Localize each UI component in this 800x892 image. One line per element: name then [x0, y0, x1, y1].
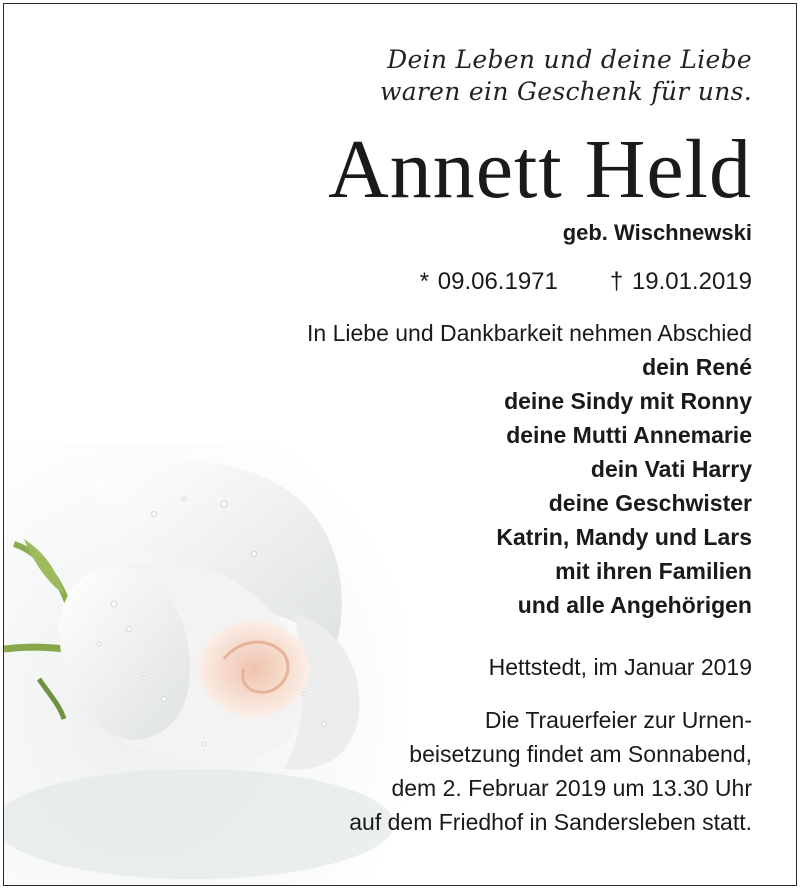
mourner: und alle Angehörigen — [517, 592, 752, 618]
birth-date: * 09.06.1971 — [419, 268, 558, 295]
funeral-line: Die Trauerfeier zur Urnen- — [484, 707, 752, 733]
birth-name: geb. Wischnewski — [562, 220, 752, 245]
mourner: deine Geschwister — [548, 490, 752, 516]
mourner: dein René — [642, 354, 752, 380]
deceased-name: Annett Held — [328, 123, 752, 216]
life-dates — [52, 268, 752, 296]
mourners-list — [52, 350, 752, 622]
motto — [52, 44, 752, 108]
place-date: Hettstedt, im Januar 2019 — [488, 654, 752, 680]
mourner: mit ihren Familien — [555, 558, 752, 584]
obituary-notice — [3, 3, 797, 886]
mourner: deine Mutti Annemarie — [506, 422, 752, 448]
mourner: dein Vati Harry — [590, 456, 752, 482]
farewell-intro: In Liebe und Dankbarkeit nehmen Abschied — [307, 320, 752, 346]
motto-line-1: Dein Leben und deine Liebe — [387, 45, 752, 74]
death-date: † 19.01.2019 — [609, 268, 752, 295]
mourner: Katrin, Mandy und Lars — [496, 524, 752, 550]
funeral-info — [52, 703, 752, 839]
motto-line-2: waren ein Geschenk für uns. — [380, 77, 752, 106]
funeral-line: beisetzung findet am Sonnabend, — [409, 741, 752, 767]
notice-text — [52, 44, 752, 839]
funeral-line: dem 2. Februar 2019 um 13.30 Uhr — [391, 775, 752, 801]
mourner: deine Sindy mit Ronny — [504, 388, 752, 414]
funeral-line: auf dem Friedhof in Sandersleben statt. — [349, 809, 752, 835]
